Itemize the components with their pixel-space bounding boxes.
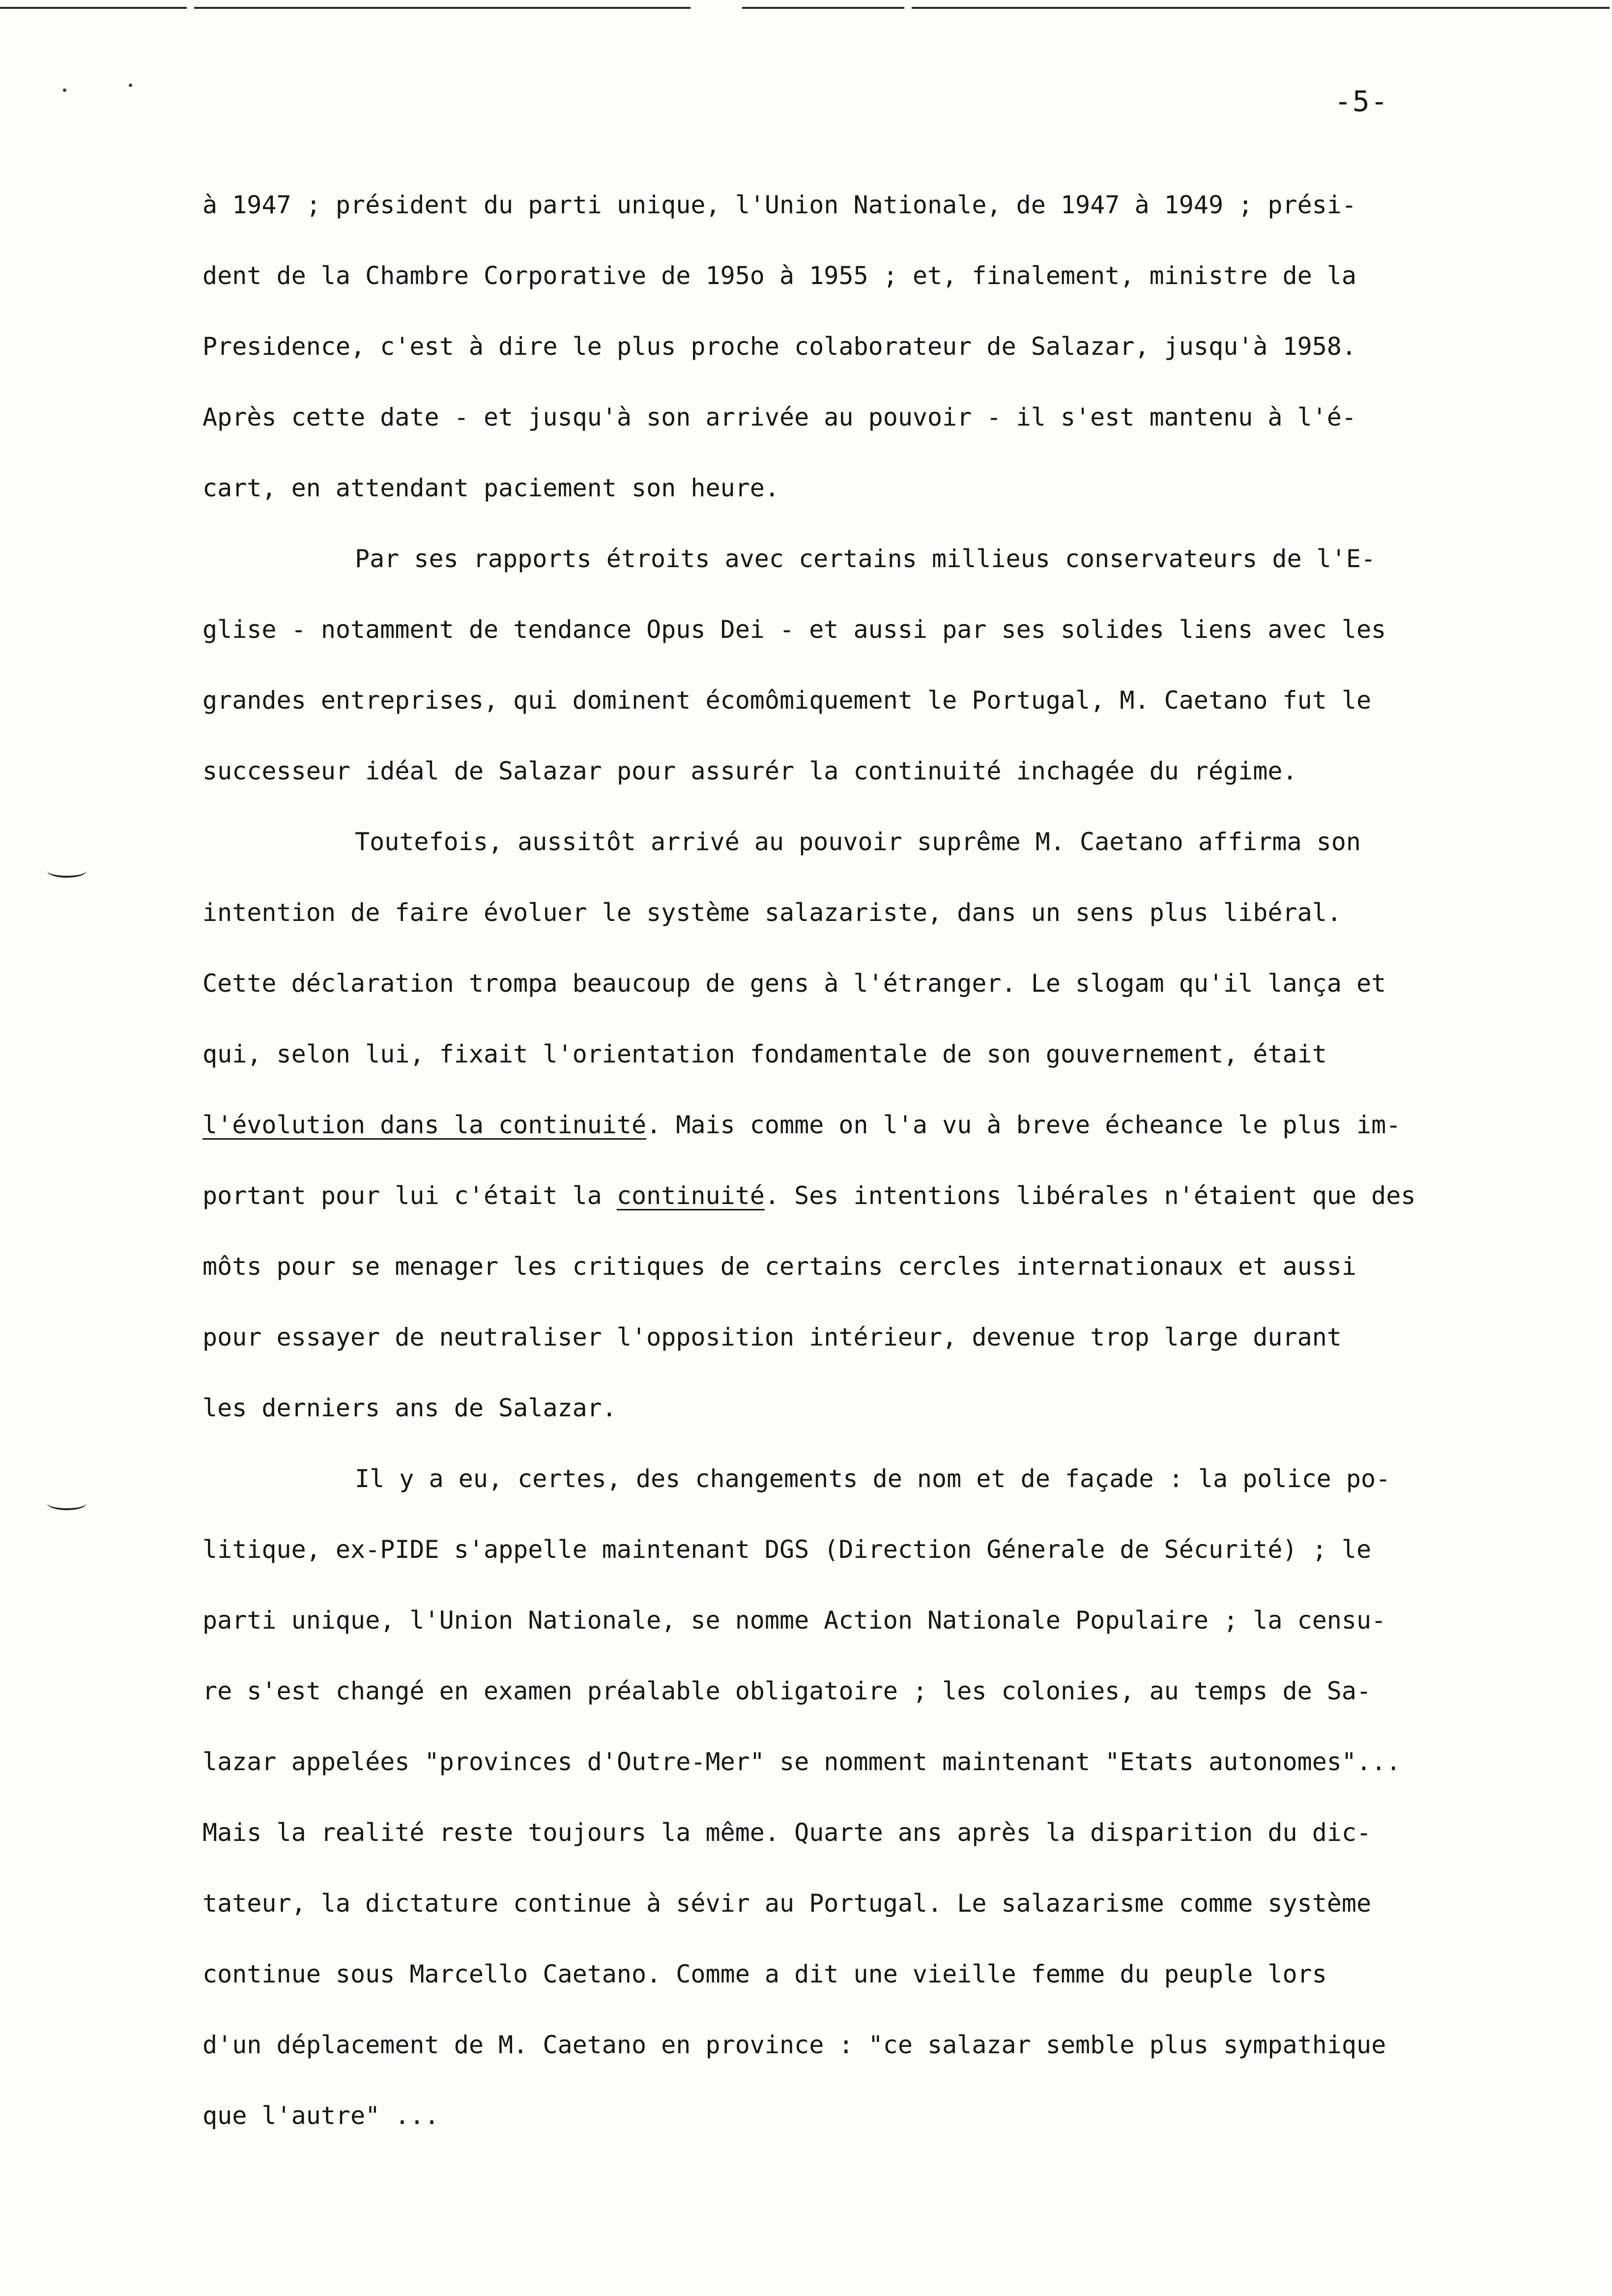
margin-mark xyxy=(47,1496,86,1510)
margin-mark xyxy=(47,864,86,878)
text-line: pour essayer de neutraliser l'opposition intérieur, devenue trop large durant xyxy=(202,1323,1342,1351)
text-line: Après cette date - et jusqu'à son arrivée au pouvoir - il s'est mantenu à l'é- xyxy=(202,403,1356,431)
text-line: portant pour lui c'était la continuité. Ses intentions libérales n'étaient que des xyxy=(202,1181,1416,1210)
text-line: continue sous Marcello Caetano. Comme a dit une vieille femme du peuple lors xyxy=(202,1960,1327,1988)
text-line: à 1947 ; président du parti unique, l'Union Nationale, de 1947 à 1949 ; prési- xyxy=(202,191,1356,219)
scan-edge-line xyxy=(0,7,187,9)
text-line: que l'autre" ... xyxy=(202,2101,439,2130)
text-line: glise - notamment de tendance Opus Dei - et aussi par ses solides liens avec les xyxy=(202,615,1386,644)
scan-edge-line xyxy=(742,7,904,9)
scan-edge-line xyxy=(194,7,691,9)
text-line: Cette déclaration trompa beaucoup de gens à l'étranger. Le slogam qu'il lança et xyxy=(202,969,1386,998)
text-line: successeur idéal de Salazar pour assurér la continuité inchagée du régime. xyxy=(202,757,1297,785)
text-line: cart, en attendant paciement son heure. xyxy=(202,474,779,502)
text-line: grandes entreprises, qui dominent écomômiquement le Portugal, M. Caetano fut le xyxy=(202,686,1372,715)
text-line: tateur, la dictature continue à sévir au Portugal. Le salazarisme comme système xyxy=(202,1889,1372,1918)
paragraph-start-line: Par ses rapports étroits avec certains millieus conservateurs de l'E- xyxy=(355,545,1376,573)
text-line: lazar appelées "provinces d'Outre-Mer" se nomment maintenant "Etats autonomes"... xyxy=(202,1748,1401,1776)
paragraph-start-line: Il y a eu, certes, des changements de nom et de façade : la police po- xyxy=(355,1464,1391,1493)
text-line: parti unique, l'Union Nationale, se nomme Action Nationale Populaire ; la censu- xyxy=(202,1606,1386,1635)
page-number: -5- xyxy=(1334,85,1389,118)
text-line: qui, selon lui, fixait l'orientation fondamentale de son gouvernement, était xyxy=(202,1040,1327,1068)
text-line: les derniers ans de Salazar. xyxy=(202,1394,617,1422)
underlined-phrase: continuité xyxy=(616,1181,765,1210)
text-line: d'un déplacement de M. Caetano en province : "ce salazar semble plus sympathique xyxy=(202,2031,1386,2059)
text-line: Presidence, c'est à dire le plus proche colaborateur de Salazar, jusqu'à 1958. xyxy=(202,332,1356,361)
text-line: re s'est changé en examen préalable obligatoire ; les colonies, au temps de Sa- xyxy=(202,1677,1372,1705)
scan-speck xyxy=(63,88,66,92)
text-line: l'évolution dans la continuité. Mais comme on l'a vu à breve écheance le plus im- xyxy=(202,1111,1401,1139)
scan-speck xyxy=(129,84,132,87)
text-line: môts pour se menager les critiques de certains cercles internationaux et aussi xyxy=(202,1252,1356,1281)
text-line: Mais la realité reste toujours la même. Quarte ans après la disparition du dic- xyxy=(202,1818,1372,1847)
text-line: intention de faire évoluer le système salazariste, dans un sens plus libéral. xyxy=(202,898,1342,927)
paragraph-start-line: Toutefois, aussitôt arrivé au pouvoir suprême M. Caetano affirma son xyxy=(355,828,1361,856)
text-line: dent de la Chambre Corporative de 195o à 1955 ; et, finalement, ministre de la xyxy=(202,261,1356,290)
underlined-phrase: l'évolution dans la continuité xyxy=(202,1111,647,1139)
body-text xyxy=(202,170,1500,2151)
text-line: litique, ex-PIDE s'appelle maintenant DGS (Direction Génerale de Sécurité) ; le xyxy=(202,1535,1372,1564)
scan-edge-line xyxy=(912,7,1610,9)
